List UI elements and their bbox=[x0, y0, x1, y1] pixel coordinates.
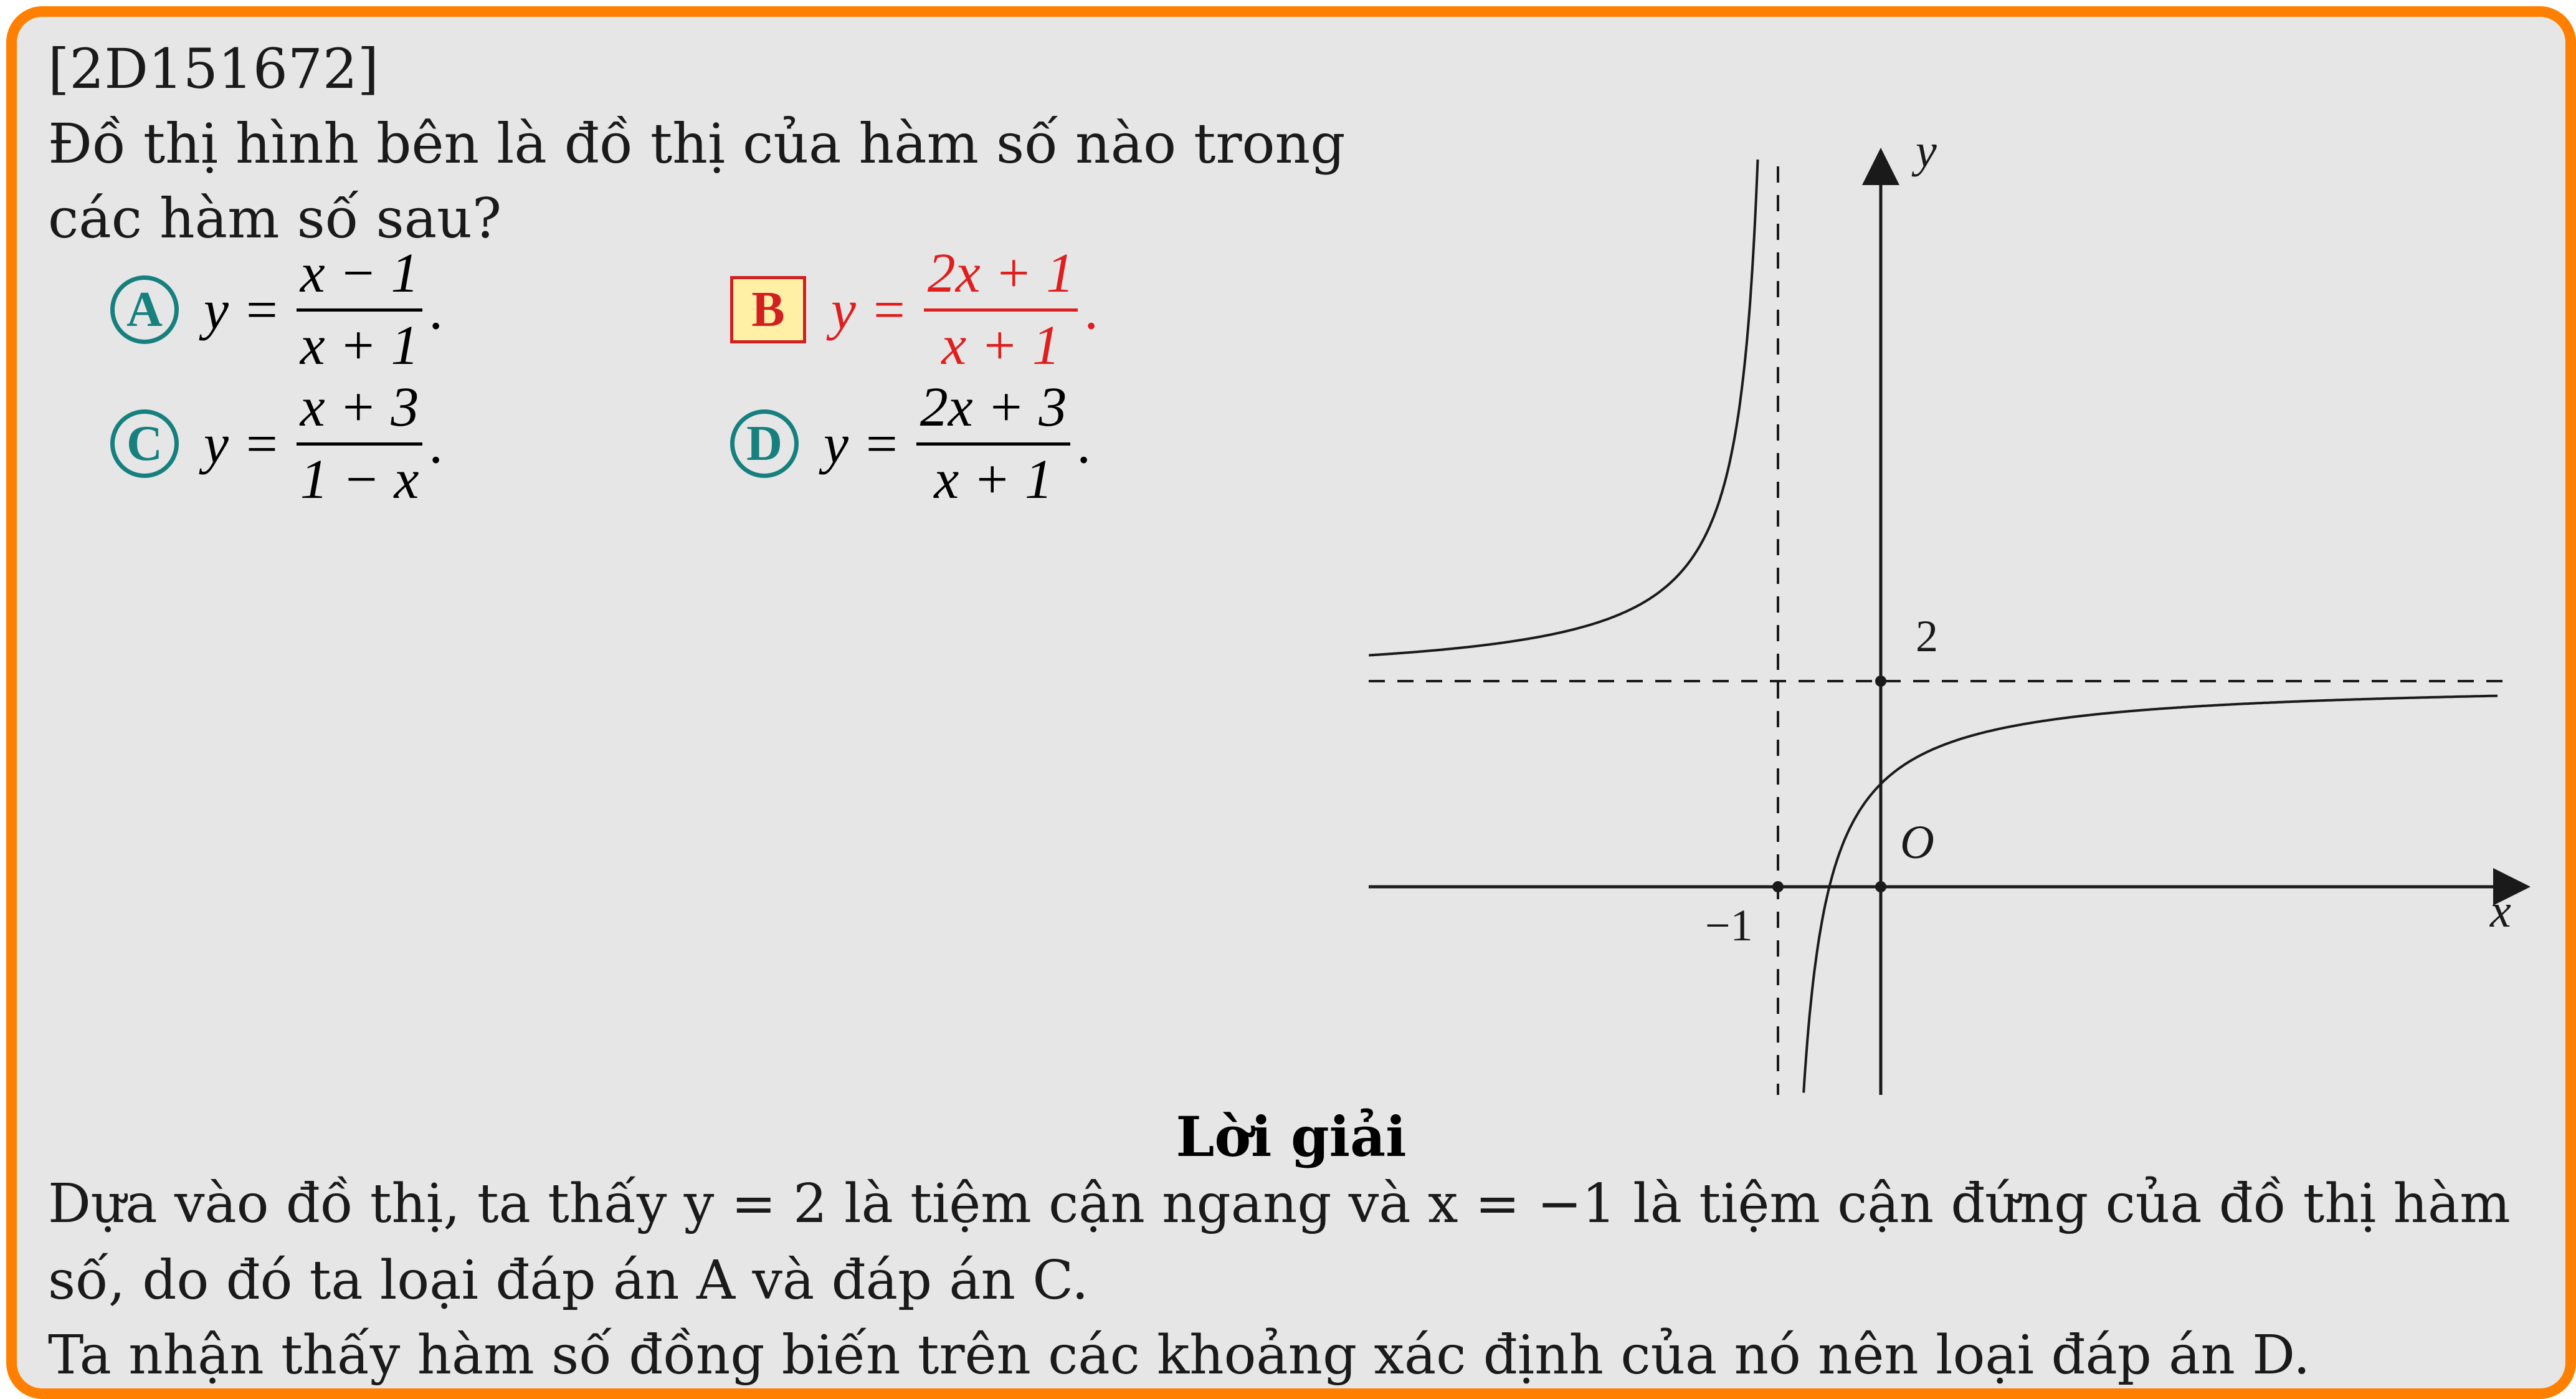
option-a-fraction bbox=[297, 244, 423, 375]
option-a-eq: = bbox=[245, 279, 278, 341]
option-d-numerator: 2x + 3 bbox=[920, 376, 1067, 438]
label-neg1: −1 bbox=[1705, 900, 1753, 950]
option-b-denominator: x + 1 bbox=[941, 314, 1060, 376]
solution-line-2: số, do đó ta loại đáp án A và đáp án C. bbox=[48, 1249, 1089, 1312]
label-y: y bbox=[1916, 129, 1937, 177]
question-line-2: các hàm số sau? bbox=[48, 186, 502, 251]
option-c-fraction bbox=[297, 378, 423, 509]
problem-id: [2D151672] bbox=[48, 37, 379, 101]
option-d-lhs: y bbox=[824, 413, 848, 475]
option-b[interactable] bbox=[730, 238, 1098, 381]
question-line-1: Đồ thị hình bên là đồ thị của hàm số nào trong bbox=[48, 112, 1346, 176]
option-d-badge: D bbox=[730, 409, 799, 478]
option-b-numerator: 2x + 1 bbox=[927, 242, 1075, 304]
point-x-neg1 bbox=[1772, 881, 1784, 892]
option-c-lhs: y bbox=[204, 413, 229, 475]
option-b-lhs: y bbox=[831, 279, 856, 341]
option-a-lhs: y bbox=[204, 279, 229, 341]
origin-point bbox=[1875, 881, 1886, 892]
fraction-bar bbox=[924, 308, 1078, 312]
option-c-numerator: x + 3 bbox=[300, 376, 419, 438]
option-d-denominator: x + 1 bbox=[934, 448, 1053, 510]
solution-line-1: Dựa vào đồ thị, ta thấy y = 2 là tiệm cận ngang và x = −1 là tiệm cận đứng của đồ thị hàm bbox=[48, 1173, 2511, 1235]
solution-title: Lời giải bbox=[1176, 1104, 1407, 1169]
label-2: 2 bbox=[1916, 611, 1938, 661]
fraction-bar bbox=[297, 308, 423, 312]
function-graph bbox=[1369, 129, 2531, 1101]
fraction-bar bbox=[297, 442, 423, 446]
option-b-fraction bbox=[924, 244, 1078, 375]
problem-card bbox=[6, 6, 2576, 1399]
option-c-period: . bbox=[429, 413, 443, 475]
fraction-bar bbox=[916, 442, 1071, 446]
option-b-eq: = bbox=[873, 279, 905, 341]
option-d-period: . bbox=[1077, 413, 1091, 475]
option-d-fraction bbox=[916, 378, 1071, 509]
option-d-eq: = bbox=[865, 413, 898, 475]
option-a-badge: A bbox=[110, 275, 179, 344]
label-x: x bbox=[2490, 885, 2511, 937]
curve-left-branch bbox=[1369, 160, 1757, 656]
option-a-denominator: x + 1 bbox=[300, 314, 419, 376]
label-origin: O bbox=[1900, 816, 1934, 869]
option-a[interactable] bbox=[110, 238, 443, 381]
solution-line-3: Ta nhận thấy hàm số đồng biến trên các khoảng xác định của nó nên loại đáp án D. bbox=[48, 1324, 2311, 1387]
option-c[interactable] bbox=[110, 372, 443, 515]
option-d[interactable] bbox=[730, 372, 1091, 515]
option-c-eq: = bbox=[245, 413, 278, 475]
option-b-period: . bbox=[1084, 279, 1098, 341]
point-y-2 bbox=[1875, 676, 1886, 687]
option-a-period: . bbox=[429, 279, 443, 341]
option-b-badge: B bbox=[730, 276, 806, 343]
option-c-badge: C bbox=[110, 409, 179, 478]
option-c-denominator: 1 − x bbox=[300, 448, 419, 510]
curve-right-branch bbox=[1804, 696, 2498, 1093]
option-a-numerator: x − 1 bbox=[300, 242, 419, 304]
